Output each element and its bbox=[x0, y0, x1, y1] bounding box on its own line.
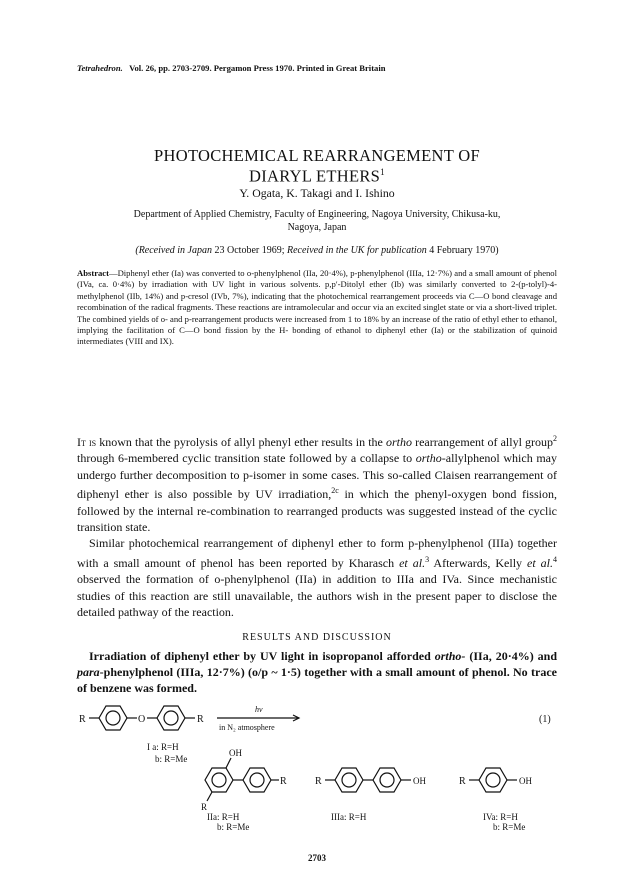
abstract-text: —Diphenyl ether (Ia) was converted to o-phenylphenol (IIa, 20·4%), p-phenylphenol (IIIa, 12·7%) and a small amount of phenol (IVa, ca. 0·4%) by irradiation with UV light in various solvents. p,p′-Ditolyl ether (Ib) was similarly converted to 2-(p-tolyl)-4-methylphenol (IIb, 14%) and p-cresol (IVb, 7%), indicating that the photochemical rearrangement proceeds via C—O bond cleavage and recombination of the radical fragments. These reactions are intramolecular and occur via an excited singlet state or via a short-lived triplet. The combined yields of o- and p-rearrangement products were increased from 1 to 18% by an increase of the ratio of ethyl ether to ethanol, implying the facilitation of C—O bond fission by the H- bonding of ethanol to diphenyl ether (Ia) or the stabilization of quinoid intermediates (VIII and IX). bbox=[77, 268, 557, 347]
product-II-oh: OH bbox=[229, 748, 242, 758]
label-IIa: IIa: R=H bbox=[207, 812, 240, 822]
scheme-svg bbox=[77, 700, 557, 830]
label-Ib: b: R=Me bbox=[155, 754, 188, 764]
product-IV-r: R bbox=[459, 776, 466, 787]
label-Ia: I a: R=H bbox=[147, 742, 179, 752]
results-paragraph: Irradiation of diphenyl ether by UV light in isopropanol afforded ortho- (IIa, 20·4%) and para-phenylphenol (IIIa, 12·7%) (o/p ~ 1·5) together with a small amount of phenol. No trace of benzene was formed. bbox=[77, 649, 558, 696]
page-number: 2703 bbox=[308, 853, 326, 863]
abstract bbox=[77, 268, 557, 348]
reactant-r-right: R bbox=[197, 714, 204, 725]
abstract-label: Abstract bbox=[77, 268, 109, 278]
product-II-r: R bbox=[280, 776, 287, 787]
affiliation-line-1: Department of Applied Chemistry, Faculty of Engineering, Nagoya University, Chikusa-ku, bbox=[133, 209, 501, 220]
reaction-scheme bbox=[77, 700, 557, 830]
received-dates: (Received in Japan 23 October 1969; Received in the UK for publication 4 February 1970) bbox=[135, 245, 499, 256]
title-line-2: DIARYL ETHERS$^1$ bbox=[249, 166, 385, 186]
label-IVb: b: R=Me bbox=[493, 822, 526, 830]
introduction bbox=[77, 431, 557, 620]
ether-oxygen: O bbox=[138, 714, 146, 725]
label-IVa: IVa: R=H bbox=[483, 812, 518, 822]
product-III-oh: OH bbox=[413, 776, 426, 786]
hv-label: hν bbox=[255, 705, 263, 714]
journal-name: Tetrahedron. bbox=[77, 63, 123, 73]
reactant-r-left: R bbox=[79, 714, 86, 725]
affiliation bbox=[77, 208, 557, 234]
label-IIb: b: R=Me bbox=[217, 822, 250, 830]
affiliation-line-2: Nagoya, Japan bbox=[287, 222, 347, 233]
conditions-label: in N₂ atmosphere bbox=[219, 723, 275, 732]
section-heading: RESULTS AND DISCUSSION bbox=[242, 632, 392, 643]
intro-paragraph-2: Similar photochemical rearrangement of diphenyl ether to form p-phenylphenol (IIIa) together with a small amount of phenol has been reported by Kharasch et al.$^3$ Afterwards, Kelly et al.$^4$ observed the formation of o-phenylphenol (IIa) in addition to IIIa and IVa. Since mechanistic studies of this reaction are still unavailable, the authors wish in the present paper to disclose the detailed pathway of the reaction. bbox=[77, 536, 557, 620]
journal-header bbox=[77, 63, 557, 73]
product-II-r-lower: R bbox=[201, 802, 208, 812]
equation-number: (1) bbox=[539, 714, 551, 725]
product-III-r: R bbox=[315, 776, 322, 787]
product-IV-oh: OH bbox=[519, 776, 532, 786]
article-title bbox=[77, 148, 557, 185]
author-list: Y. Ogata, K. Takagi and I. Ishino bbox=[239, 186, 395, 200]
journal-citation: Vol. 26, pp. 2703-2709. Pergamon Press 1970. Printed in Great Britain bbox=[129, 63, 386, 73]
intro-paragraph-1: It is known that the pyrolysis of allyl phenyl ether results in the ortho rearrangement of allyl group$^2$ through 6-membered cyclic transition state followed by a collapse to ortho-allylphenol which may undergo further decomposition to p-isomer in some cases. This so-called Claisen rearrangement of diphenyl ether is also possible by UV irradiation,$^{2c}$ in which the phenyl-oxygen bond fission, followed by the internal re-combination to rearranged products was suggested instead of the cyclic transition state. bbox=[77, 434, 558, 535]
label-IIIa: IIIa: R=H bbox=[331, 812, 367, 822]
title-line-1: PHOTOCHEMICAL REARRANGEMENT OF bbox=[154, 146, 480, 165]
title-footnote: 1 bbox=[380, 167, 385, 177]
